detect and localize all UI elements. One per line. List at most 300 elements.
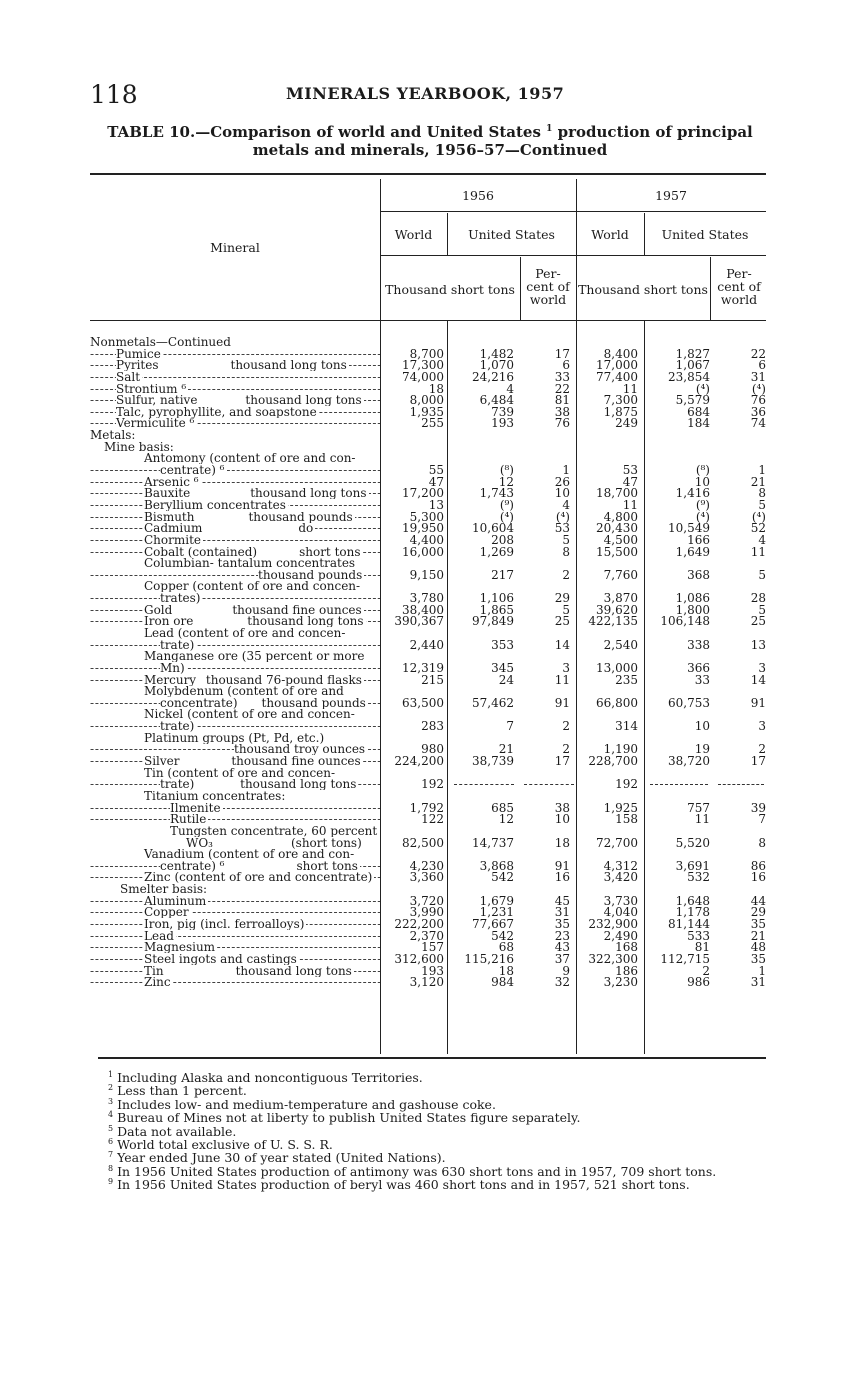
table-row [90, 544, 766, 559]
table-row [90, 430, 766, 441]
cell-1: 3,780 [409, 591, 444, 606]
footnote-mark: 3 [108, 1096, 114, 1106]
row-label: Tin (content of ore and concen- [144, 767, 336, 779]
cell-1: 980 [421, 742, 444, 757]
cell-4: 8,400 [603, 346, 638, 361]
cell-4: 3,730 [603, 893, 638, 908]
row-label: Molybdenum (content of ore and [144, 686, 344, 698]
footnote-mark: 6 [108, 1136, 114, 1146]
cell-3: 26 [554, 474, 570, 489]
table-row [90, 418, 766, 429]
row-label: Talc, pyrophyllite, and soapstone - - - [90, 407, 380, 418]
row-label: Antomony (content of ore and con- [144, 453, 356, 465]
cell-5: 60,753 [668, 695, 710, 710]
cell-6: 5 [758, 567, 766, 582]
cell-4: 3,420 [603, 870, 638, 885]
cell-4: 168 [615, 940, 638, 955]
cell-1: 255 [421, 416, 444, 431]
row-label: Gold__________thousand fine ounces - - - [90, 605, 380, 616]
cell-6: 7 [758, 812, 766, 827]
row-label: Mn) - - - [90, 663, 380, 674]
percent-header-1957: Per- cent of world [717, 266, 761, 307]
cell-4: 1,875 [603, 404, 638, 419]
footnote-text: Year ended June 30 of year stated (United Nations). [113, 1150, 446, 1166]
cell-6: 21 [750, 928, 766, 943]
cell-3: 4 [562, 497, 570, 512]
cell-5: 1,648 [675, 893, 710, 908]
cell-5: 1,086 [675, 591, 710, 606]
cell-1: 5,300 [409, 509, 444, 524]
cell-2: 97,849 [472, 614, 514, 629]
row-label: trates) - - - [90, 593, 380, 604]
cell-5: 757 [687, 800, 710, 815]
no-data-dash [650, 784, 708, 786]
cell-6: (⁴) [751, 381, 766, 396]
cell-4: 3,230 [603, 975, 638, 990]
cell-6: 35 [750, 917, 766, 931]
table-row [90, 369, 766, 384]
cell-3: 16 [554, 870, 570, 885]
row-label: Pumice - - - [90, 349, 380, 360]
header-hline-2 [380, 255, 766, 256]
cell-3: 91 [554, 858, 570, 873]
cell-6: 36 [750, 404, 766, 419]
footnote-mark: 9 [108, 1177, 114, 1187]
row-label: Rutile - - - [90, 814, 380, 825]
cell-1: 3,990 [409, 905, 444, 920]
cell-5: 81,144 [668, 917, 710, 931]
cell-3: 6 [562, 358, 570, 373]
running-title: MINERALS YEARBOOK, 1957 [286, 84, 565, 103]
header-hline-1 [380, 211, 766, 212]
row-label: Strontium ⁶ - - - [90, 384, 380, 395]
footnote-mark: 7 [108, 1150, 114, 1160]
table-row [90, 453, 766, 464]
cell-4: 228,700 [588, 754, 638, 769]
footnote-mark: 4 [108, 1110, 114, 1120]
table-row [90, 567, 766, 582]
cell-1: 82,500 [402, 835, 444, 850]
cell-3: 18 [554, 835, 570, 850]
cell-2: (⁴) [499, 509, 514, 524]
cell-6: 17 [750, 754, 766, 769]
row-label: Nonmetals—Continued [90, 337, 231, 348]
cell-1: 283 [421, 719, 444, 734]
cell-4: 2,540 [603, 637, 638, 652]
year-1957-header: 1957 [655, 188, 687, 203]
cell-1: 4,230 [409, 858, 444, 873]
percent-header-1956: Per- cent of world [526, 266, 570, 307]
cell-5: 38,720 [668, 754, 710, 769]
footnote-text: In 1956 United States production of antimony was 630 short tons and in 1957, 709 short tons. [113, 1163, 717, 1179]
row-label: Copper - - - [90, 907, 380, 918]
table-row [90, 814, 766, 825]
cell-6: 4 [758, 532, 766, 547]
cell-1: 17,200 [402, 486, 444, 501]
cell-6: 21 [750, 474, 766, 489]
world-header-1956: World [394, 227, 433, 242]
title-line1-suffix: production of principal [557, 123, 753, 141]
footnote-text: Bureau of Mines not at liberty to publish United States figure separately. [113, 1110, 581, 1126]
row-label: Zinc (content of ore and concentrate) - - - [90, 872, 380, 883]
cell-1: 19,950 [402, 521, 444, 536]
cell-1: 3,720 [409, 893, 444, 908]
cell-4: 4,500 [603, 532, 638, 547]
row-label: Tungsten concentrate, 60 percent [170, 825, 378, 837]
row-label: Metals: [90, 430, 136, 442]
cell-2: (⁹) [499, 497, 514, 512]
row-label: centrate) ⁶ - - - [90, 465, 380, 476]
cell-4: 4,312 [603, 858, 638, 873]
cell-3: 17 [554, 754, 570, 769]
table-row [90, 637, 766, 652]
cell-6: 5 [758, 497, 766, 512]
cell-2: 1,070 [479, 358, 514, 373]
row-label: thousand troy ounces - - - [90, 744, 380, 755]
cell-2: 685 [491, 800, 514, 815]
cell-4: 192 [615, 777, 638, 792]
cell-3: 23 [554, 928, 570, 943]
table-bottom-rule [98, 1057, 766, 1059]
cell-5: 5,520 [675, 835, 710, 850]
unit-header-1957: Thousand short tons [578, 282, 708, 297]
cell-5: 3,691 [675, 858, 710, 873]
title-footnote-mark: 1 [546, 124, 553, 134]
cell-3: 81 [554, 393, 570, 408]
cell-2: 7 [506, 719, 514, 734]
row-label: Chormite - - - [90, 535, 380, 546]
table-row [90, 442, 766, 453]
cell-3: 2 [562, 719, 570, 734]
row-label: Mine basis: [104, 441, 174, 453]
cell-3: 17 [554, 346, 570, 361]
cell-3: 91 [554, 695, 570, 710]
cell-5: 533 [687, 928, 710, 943]
cell-1: 12,319 [402, 660, 444, 675]
cell-2: 6,484 [479, 393, 514, 408]
row-label: Lead (content of ore and concen- [144, 628, 346, 639]
table-row [90, 672, 766, 687]
row-label: Sulfur, native________thousand long tons - - - [90, 395, 380, 406]
cell-3: 43 [554, 940, 570, 955]
table-top-rule [90, 173, 766, 175]
cell-6: 8 [758, 486, 766, 501]
cell-5: 10 [694, 474, 710, 489]
table-row [90, 616, 766, 627]
cell-3: 14 [554, 637, 570, 652]
cell-6: (⁴) [751, 509, 766, 524]
footnote-mark: 2 [108, 1083, 114, 1093]
row-label: WO₃_____________(short tons) [186, 837, 362, 849]
cell-5: 1,178 [675, 905, 710, 920]
cell-5: (⁹) [695, 497, 710, 512]
cell-4: 53 [622, 463, 638, 478]
footnote-mark: 1 [108, 1069, 114, 1079]
unit-header-1956: Thousand short tons [385, 282, 515, 297]
cell-1: 3,120 [409, 975, 444, 990]
cell-6: 28 [750, 591, 766, 606]
cell-3: 53 [554, 521, 570, 536]
cell-1: 390,367 [394, 614, 444, 629]
row-label: trate) - - - [90, 721, 380, 732]
cell-4: 158 [615, 812, 638, 827]
mineral-header: Mineral [210, 240, 260, 255]
footnote-text: Including Alaska and noncontiguous Territories. [113, 1070, 423, 1085]
cell-3: 2 [562, 567, 570, 582]
cell-1: 13 [428, 497, 444, 512]
cell-3: 10 [554, 486, 570, 501]
cell-4: 15,500 [596, 544, 638, 559]
cell-5: 1,649 [675, 544, 710, 559]
us-header-1957: United States [661, 227, 749, 242]
row-label: Lead - - - [90, 931, 380, 942]
cell-2: 208 [491, 532, 514, 547]
cell-6: 6 [758, 358, 766, 373]
cell-3: 38 [554, 404, 570, 419]
cell-2: 217 [491, 567, 514, 582]
footnote-mark: 8 [108, 1163, 114, 1173]
page-header [90, 80, 770, 110]
cell-1: 18 [428, 381, 444, 396]
cell-6: 29 [750, 905, 766, 920]
cell-3: 45 [554, 893, 570, 908]
cell-1: 192 [421, 777, 444, 792]
cell-4: 72,700 [596, 835, 638, 850]
row-label: Pyrites____________thousand long tons - - - [90, 360, 380, 371]
cell-3: 5 [562, 602, 570, 617]
cell-2: 1,865 [479, 602, 514, 617]
cell-5: 166 [687, 532, 710, 547]
cell-2: 57,462 [472, 695, 514, 710]
cell-6: 8 [758, 835, 766, 850]
row-label: Iron ore_________thousand long tons - - - [90, 616, 380, 627]
cell-6: 3 [758, 719, 766, 734]
row-label: trate) - - - [90, 640, 380, 651]
row-label: Copper (content of ore and concen- [144, 581, 361, 593]
table-row [90, 488, 766, 499]
cell-4: 7,300 [603, 393, 638, 408]
cell-3: 1 [562, 463, 570, 478]
cell-5: 366 [687, 660, 710, 675]
cell-4: 1,925 [603, 800, 638, 815]
cell-5: (⁴) [695, 381, 710, 396]
cell-3: 2 [562, 742, 570, 757]
cell-5: 1,800 [675, 602, 710, 617]
cell-3: 9 [562, 963, 570, 978]
cell-2: 4 [506, 381, 514, 396]
cell-2: 1,679 [479, 893, 514, 908]
cell-5: 368 [687, 567, 710, 582]
cell-2: 353 [491, 637, 514, 652]
table-row [90, 779, 766, 790]
table-row [90, 835, 766, 850]
cell-6: 35 [750, 951, 766, 966]
cell-4: 4,040 [603, 905, 638, 920]
cell-4: 11 [622, 497, 638, 512]
title-line2: metals and minerals, 1956–57—Continued [252, 141, 608, 159]
cell-2: 739 [491, 404, 514, 419]
table-row [90, 872, 766, 883]
cell-4: 3,870 [603, 591, 638, 606]
row-label: Ilmenite - - - [90, 803, 380, 814]
no-data-dash [524, 784, 574, 786]
footnote-mark: 5 [108, 1123, 114, 1133]
header-vline-6 [710, 257, 711, 321]
cell-2: 68 [498, 940, 514, 955]
cell-1: 38,400 [402, 602, 444, 617]
cell-2: 984 [491, 975, 514, 990]
cell-2: 542 [491, 870, 514, 885]
cell-2: 21 [498, 742, 514, 757]
row-label: Vermiculite ⁶ - - - [90, 418, 380, 429]
cell-6: 3 [758, 660, 766, 675]
row-label: Titanium concentrates: [144, 790, 286, 802]
cell-4: 66,800 [596, 695, 638, 710]
cell-5: 338 [687, 637, 710, 652]
cell-2: 3,868 [479, 858, 514, 873]
row-label: Steel ingots and castings - - - [90, 954, 380, 965]
cell-5: (⁴) [695, 509, 710, 524]
cell-6: 48 [750, 940, 766, 955]
cell-3: 10 [554, 812, 570, 827]
cell-6: 39 [750, 800, 766, 815]
row-label: Cobalt (contained)_______short tons - - - [90, 547, 380, 558]
footnote [108, 1111, 748, 1124]
cell-5: 2 [702, 963, 710, 978]
cell-5: 1,416 [675, 486, 710, 501]
cell-1: 312,600 [394, 951, 444, 966]
cell-5: 1,827 [675, 346, 710, 361]
cell-3: 22 [554, 381, 570, 396]
footnote-text: Less than 1 percent. [113, 1083, 247, 1099]
cell-2: 12 [498, 474, 514, 489]
us-header-1956: United States [468, 227, 555, 242]
cell-4: 11 [622, 381, 638, 396]
table-row [90, 977, 766, 988]
cell-3: 25 [554, 614, 570, 629]
cell-2: 14,737 [472, 835, 514, 850]
year-1956-header: 1956 [462, 188, 494, 203]
cell-4: 322,300 [588, 951, 638, 966]
cell-2: 12 [498, 812, 514, 827]
row-label: concentrate)____thousand pounds - - - [90, 698, 380, 709]
table-row [90, 721, 766, 732]
cell-5: 986 [687, 975, 710, 990]
footnotes [108, 1071, 748, 1192]
cell-3: 35 [554, 917, 570, 931]
cell-1: 1,792 [409, 800, 444, 815]
cell-5: 112,715 [660, 951, 710, 966]
cell-3: 3 [562, 660, 570, 675]
cell-4: 186 [615, 963, 638, 978]
cell-3: 31 [554, 905, 570, 920]
row-label: Beryllium concentrates - - - [90, 500, 380, 511]
table-row [90, 465, 766, 476]
cell-5: 1,067 [675, 358, 710, 373]
row-label: Nickel (content of ore and concen- [144, 709, 355, 721]
cell-2: 193 [491, 416, 514, 431]
cell-4: 235 [615, 672, 638, 687]
cell-1: 16,000 [402, 544, 444, 559]
cell-3: 37 [554, 951, 570, 966]
table-title [90, 123, 770, 159]
row-label: Columbian- tantalum concentrates [144, 558, 356, 570]
cell-5: 684 [687, 404, 710, 419]
cell-5: 23,854 [668, 369, 710, 384]
cell-1: 224,200 [394, 754, 444, 769]
cell-2: 18 [498, 963, 514, 978]
row-label: Arsenic ⁶ - - - [90, 477, 380, 488]
cell-3: 8 [562, 544, 570, 559]
cell-4: 77,400 [596, 369, 638, 384]
row-label: Tin____________thousand long tons - - - [90, 966, 380, 977]
cell-2: 1,106 [479, 591, 514, 606]
cell-6: 25 [750, 614, 766, 629]
cell-6: 31 [750, 369, 766, 384]
cell-1: 2,440 [409, 637, 444, 652]
cell-2: 24 [498, 672, 514, 687]
cell-6: 52 [750, 521, 766, 536]
cell-4: 47 [622, 474, 638, 489]
cell-3: (⁴) [555, 509, 570, 524]
cell-6: 11 [750, 544, 766, 559]
cell-5: 33 [694, 672, 710, 687]
cell-2: 1,269 [479, 544, 514, 559]
cell-1: 74,000 [402, 369, 444, 384]
cell-6: 14 [750, 672, 766, 687]
cell-3: 33 [554, 369, 570, 384]
row-label: Bismuth_________thousand pounds - - - [90, 512, 380, 523]
row-label: Silver________ thousand fine ounces - - - [90, 756, 380, 767]
row-label: thousand pounds - - - [90, 570, 380, 581]
row-label: Manganese ore (35 percent or more [144, 651, 365, 663]
no-data-dash [718, 784, 764, 786]
cell-5: 5,579 [675, 393, 710, 408]
footnote-text: World total exclusive of U. S. S. R. [113, 1137, 333, 1153]
cell-3: 29 [554, 591, 570, 606]
row-label: Magnesium - - - [90, 942, 380, 953]
cell-2: 542 [491, 928, 514, 943]
title-line1-prefix: TABLE 10.—Comparison of world and United States [107, 123, 541, 141]
footnote-text: In 1956 United States production of beryl was 460 short tons and in 1957, 521 short tons. [113, 1177, 690, 1193]
cell-3: 5 [562, 532, 570, 547]
table-row [90, 756, 766, 767]
cell-1: 1,935 [409, 404, 444, 419]
cell-4: 39,620 [596, 602, 638, 617]
footnote-text: Data not available. [113, 1123, 237, 1139]
cell-5: 19 [694, 742, 710, 757]
cell-5: 532 [687, 870, 710, 885]
cell-1: 63,500 [402, 695, 444, 710]
footnote [108, 1151, 748, 1164]
cell-4: 18,700 [596, 486, 638, 501]
cell-6: 2 [758, 742, 766, 757]
cell-3: 38 [554, 800, 570, 815]
cell-6: 1 [758, 963, 766, 978]
row-label: Vanadium (content of ore and con- [144, 849, 355, 861]
row-label: Mercury _thousand 76-pound flasks - - - [90, 675, 380, 686]
cell-4: 7,760 [603, 567, 638, 582]
cell-3: 11 [554, 672, 570, 687]
cell-6: 31 [750, 975, 766, 990]
cell-1: 4,400 [409, 532, 444, 547]
cell-4: 20,430 [596, 521, 638, 536]
row-label: Aluminum - - - [90, 896, 380, 907]
cell-6: 1 [758, 463, 766, 478]
cell-2: 345 [491, 660, 514, 675]
cell-1: 157 [421, 940, 444, 955]
cell-2: 38,739 [472, 754, 514, 769]
